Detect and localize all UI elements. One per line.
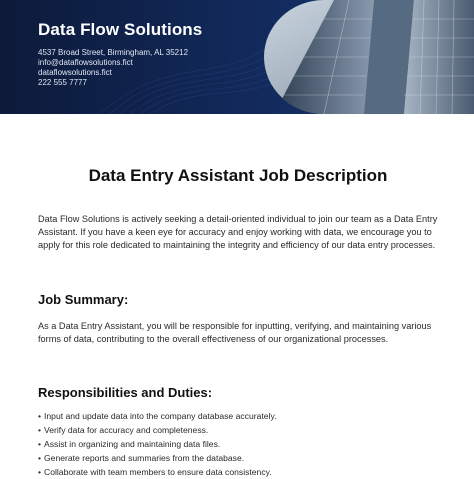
document-title: Data Entry Assistant Job Description	[88, 166, 388, 185]
list-item: • Generate reports and summaries from the database.	[38, 453, 245, 463]
responsibilities-list	[38, 409, 438, 479]
intro-paragraph: Data Flow Solutions is actively seeking a detail-oriented individual to join our team as a Data Entry Assistant. If you have a keen eye for accuracy and enjoy working with data, we encourage you to apply for this role dedicated to maintaining the integrity and efficiency of our data entry processes.	[38, 214, 438, 250]
job-summary-paragraph: As a Data Entry Assistant, you will be responsible for inputting, verifying, and maintaining various forms of data, contributing to the overall effectiveness of our organizational processes.	[38, 321, 432, 344]
responsibilities-heading: Responsibilities and Duties:	[38, 385, 213, 400]
list-item: • Collaborate with team members to ensure data consistency.	[38, 467, 272, 477]
phone: 222 555 7777	[38, 78, 87, 87]
contact-block	[38, 48, 188, 88]
building-photo	[264, 0, 474, 114]
letterhead-banner	[0, 0, 474, 114]
job-summary-heading: Job Summary:	[38, 292, 129, 307]
company-name: Data Flow Solutions	[38, 20, 203, 39]
list-item: • Input and update data into the company database accurately.	[38, 411, 277, 421]
list-item: • Assist in organizing and maintaining data files.	[38, 439, 221, 449]
address: 4537 Broad Street, Birmingham, AL 35212	[38, 48, 189, 57]
website: dataflowsolutions.fict	[38, 68, 112, 77]
email: info@dataflowsolutions.fict	[38, 58, 133, 67]
list-item: • Verify data for accuracy and completeness.	[38, 425, 209, 435]
